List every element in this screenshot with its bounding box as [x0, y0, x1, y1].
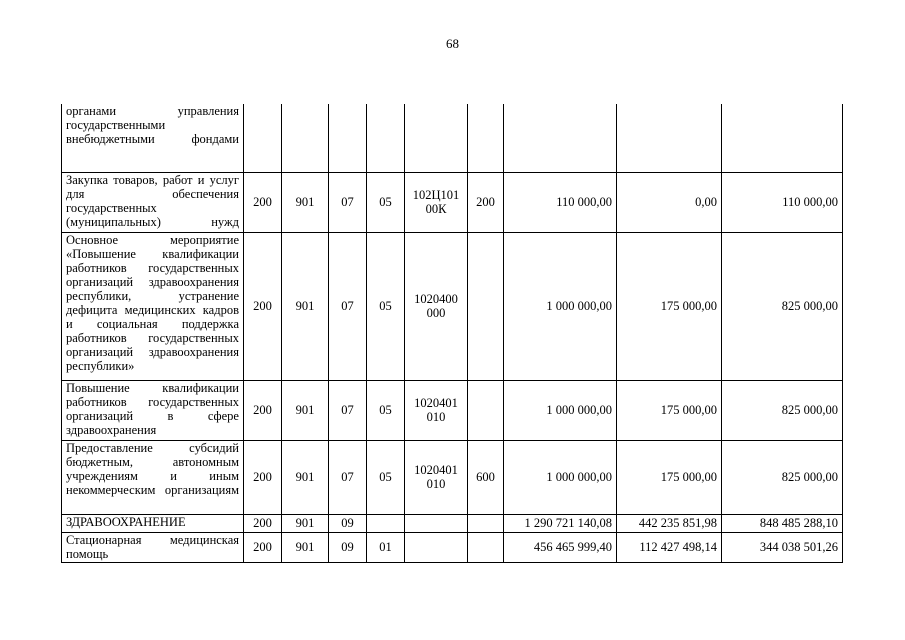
cell-adm: 200	[244, 532, 282, 562]
cell-adm	[244, 104, 282, 172]
cell-grbs: 901	[282, 380, 329, 440]
cell-csr: 1020401 010	[405, 440, 468, 514]
cell-rz: 07	[329, 380, 367, 440]
cell-adm: 200	[244, 440, 282, 514]
cell-sum2: 175 000,00	[617, 440, 722, 514]
cell-vr: 200	[468, 172, 504, 232]
cell-csr	[405, 104, 468, 172]
cell-csr	[405, 532, 468, 562]
table-row	[62, 104, 843, 172]
cell-sum2	[617, 104, 722, 172]
cell-pr	[367, 514, 405, 532]
cell-grbs: 901	[282, 532, 329, 562]
cell-sum2: 442 235 851,98	[617, 514, 722, 532]
cell-sum1: 110 000,00	[504, 172, 617, 232]
cell-rz: 09	[329, 514, 367, 532]
cell-sum3: 825 000,00	[722, 380, 843, 440]
cell-vr: 600	[468, 440, 504, 514]
cell-pr: 05	[367, 232, 405, 380]
cell-grbs: 901	[282, 440, 329, 514]
table-row	[62, 440, 843, 514]
cell-vr	[468, 104, 504, 172]
cell-sum3: 825 000,00	[722, 440, 843, 514]
cell-sum2: 175 000,00	[617, 380, 722, 440]
row-name: ЗДРАВООХРАНЕНИЕ	[62, 514, 244, 532]
cell-adm: 200	[244, 232, 282, 380]
cell-pr	[367, 104, 405, 172]
cell-sum1	[504, 104, 617, 172]
cell-grbs	[282, 104, 329, 172]
cell-pr: 05	[367, 440, 405, 514]
cell-rz: 07	[329, 172, 367, 232]
page-number: 68	[446, 36, 459, 51]
row-name: Закупка товаров, работ и услуг для обеспечения государственных (муниципальных) нужд	[62, 172, 244, 232]
cell-sum2: 175 000,00	[617, 232, 722, 380]
cell-pr: 05	[367, 172, 405, 232]
cell-sum1: 1 000 000,00	[504, 232, 617, 380]
budget-table	[61, 104, 843, 563]
cell-adm: 200	[244, 514, 282, 532]
table-row	[62, 514, 843, 532]
row-name: Предоставление субсидий бюджетным, автономным учреждениям и иным некоммерческим организациям	[62, 440, 244, 514]
cell-rz: 09	[329, 532, 367, 562]
cell-pr: 05	[367, 380, 405, 440]
cell-sum3	[722, 104, 843, 172]
cell-sum1: 1 000 000,00	[504, 380, 617, 440]
cell-vr	[468, 380, 504, 440]
cell-csr	[405, 514, 468, 532]
table-row	[62, 380, 843, 440]
table-row	[62, 232, 843, 380]
row-name: Основное мероприятие «Повышение квалификации работников государственных организаций здравоохранения республики, устранение дефицита медицинских кадров и социальная поддержка работников государственных организаций здравоохранения республики»	[62, 232, 244, 380]
cell-grbs: 901	[282, 514, 329, 532]
cell-sum2: 0,00	[617, 172, 722, 232]
cell-csr: 1020400 000	[405, 232, 468, 380]
cell-sum3: 825 000,00	[722, 232, 843, 380]
cell-sum3: 848 485 288,10	[722, 514, 843, 532]
row-name: Стационарная медицинская помощь	[62, 532, 244, 562]
cell-rz: 07	[329, 440, 367, 514]
cell-vr	[468, 232, 504, 380]
cell-adm: 200	[244, 380, 282, 440]
cell-rz	[329, 104, 367, 172]
table-row	[62, 172, 843, 232]
cell-pr: 01	[367, 532, 405, 562]
cell-vr	[468, 514, 504, 532]
cell-csr: 102Ц101 00К	[405, 172, 468, 232]
cell-sum3: 344 038 501,26	[722, 532, 843, 562]
cell-sum2: 112 427 498,14	[617, 532, 722, 562]
cell-grbs: 901	[282, 232, 329, 380]
cell-adm: 200	[244, 172, 282, 232]
cell-sum1: 1 000 000,00	[504, 440, 617, 514]
cell-sum3: 110 000,00	[722, 172, 843, 232]
cell-rz: 07	[329, 232, 367, 380]
row-name: органами управления государственными внебюджетными фондами	[62, 104, 244, 172]
table-row	[62, 532, 843, 562]
cell-vr	[468, 532, 504, 562]
cell-grbs: 901	[282, 172, 329, 232]
row-name: Повышение квалификации работников государственных организаций в сфере здравоохранения	[62, 380, 244, 440]
cell-csr: 1020401 010	[405, 380, 468, 440]
cell-sum1: 456 465 999,40	[504, 532, 617, 562]
cell-sum1: 1 290 721 140,08	[504, 514, 617, 532]
